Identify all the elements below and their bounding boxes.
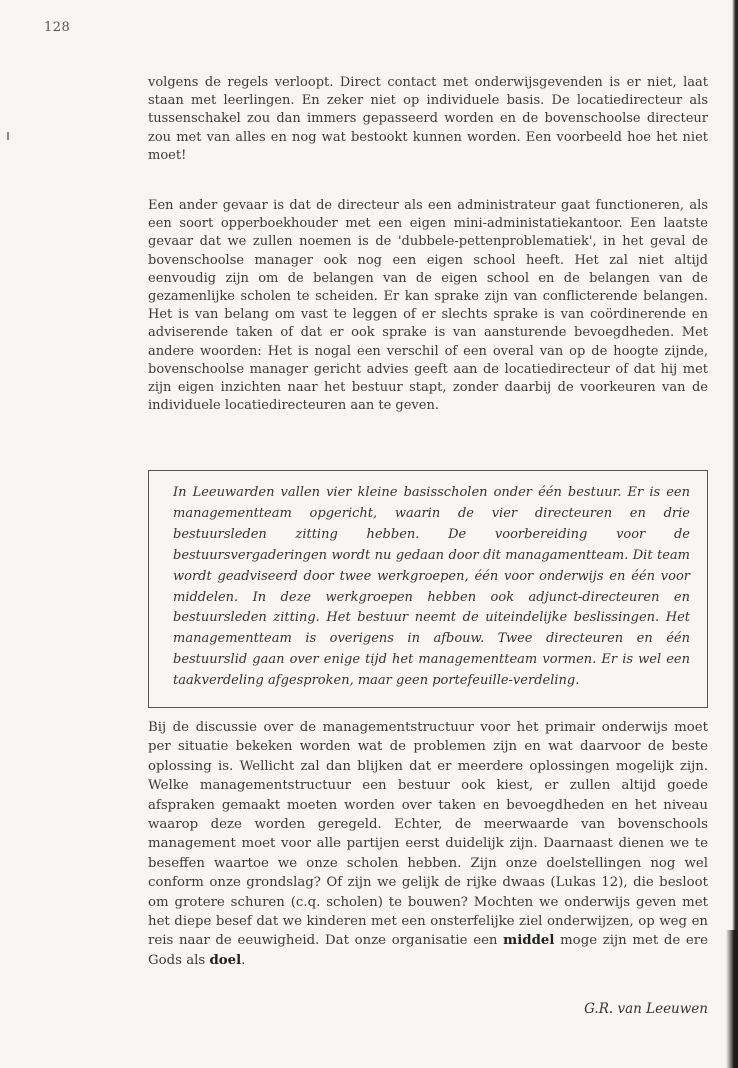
bold-word-doel: doel [209, 952, 242, 968]
paragraph-3-main: Bij de discussie over de managementstructuur voor het primair onderwijs moet per situatie bekeken worden wat de problemen zijn en wat daarvoor de beste oplossing is. Wellicht zal dan blijken dat er meerdere oplossingen mogelijk zijn. Welke managementstructuur een bestuur ook kiest, er zullen altijd goede afspraken gemaakt moeten worden over taken en bevoegdheden en het niveau waarop deze worden geregeld. Echter, de meerwaarde van bovenschools management moet voor alle partijen eerst duidelijk zijn. Daarnaast dienen we te beseffen waartoe we onze scholen hebben. Zijn onze doelstellingen nog wel conform onze grondslag? Of zijn we gelijk de rijke dwaas (Lukas 12), die besloot om grotere schuren (c.q. scholen) te bouwen? Mochten we onderwijs geven met het diepe besef dat we kinderen met een onsterfelijke ziel onderwijzen, op weg en reis naar de eeuwigheid. Dat onze organisatie een [148, 720, 708, 949]
paragraph-2-text: Een ander gevaar is dat de directeur als een administrateur gaat functioneren, als een soort opperboekhouder met een eigen mini-administatiekantoor. Een laatste gevaar dat we zullen noemen is de 'dubbele-pettenproblematiek', in het geval de bovenschoolse manager ook nog een eigen school heeft. Het zal niet altijd eenvoudig zijn om de belangen van de eigen school en de belangen van de gezamenlijke scholen te scheiden. Er kan sprake zijn van conflicterende belangen. Het is van belang om vast te leggen of er slechts sprake is van coördinerende en adviserende taken of dat er ook sprake is van aansturende bevoegdheden. Met andere woorden: Het is nogal een verschil of een overal van op de hoogte zijnde, bovenschoolse manager gericht advies geeft aan de locatiedirecteur of dat hij met zijn eigen inzichten naar het bestuur stapt, zonder daarbij de voorkeuren van de individuele locatiedirecteuren aan te geven. [148, 198, 708, 414]
page-edge-shadow-lower [726, 930, 738, 1068]
paragraph-1-text: volgens de regels verloopt. Direct contact met onderwijsgevenden is er niet, laat staan met leerlingen. En zeker niet op individuele basis. De locatiedirecteur als tussenschakel zou dan immers gepasseerd worden en de bovenschoolse directeur zou met van alles en nog wat bestookt kunnen worden. Een voorbeeld hoe het niet moet! [148, 75, 708, 163]
example-box [148, 470, 708, 708]
paragraph-2 [148, 197, 708, 415]
bold-word-middel: middel [503, 933, 555, 949]
page-number: 128 [44, 20, 71, 35]
example-box-text: In Leeuwarden vallen vier kleine basisscholen onder één bestuur. Er is een managementteam opgericht, waarin de vier directeuren en drie bestuursleden zitting hebben. De voorbereiding voor de bestuursvergaderingen wordt nu gedaan door dit managamentteam. Dit team wordt geadviseerd door twee werkgroepen, één voor onderwijs en één voor middelen. In deze werkgroepen hebben ook adjunct-directeuren en bestuursleden zitting. Het bestuur neemt de uiteindelijke beslissingen. Het managementteam is overigens in afbouw. Twee directeuren en één bestuurslid gaan over enige tijd het managementteam vormen. Er is wel een taakverdeling afgesproken, maar geen portefeuille-verdeling. [173, 485, 690, 689]
paragraph-3-mid: moge zijn met de ere Gods als [148, 933, 708, 968]
page-edge-shadow [732, 0, 738, 1068]
paragraph-3 [148, 718, 708, 970]
margin-mark [7, 132, 9, 140]
signature: G.R. van Leeuwen [584, 1001, 708, 1017]
paragraph-1 [148, 74, 708, 165]
paragraph-3-end: . [241, 952, 246, 968]
paragraph-3-text [148, 718, 708, 970]
